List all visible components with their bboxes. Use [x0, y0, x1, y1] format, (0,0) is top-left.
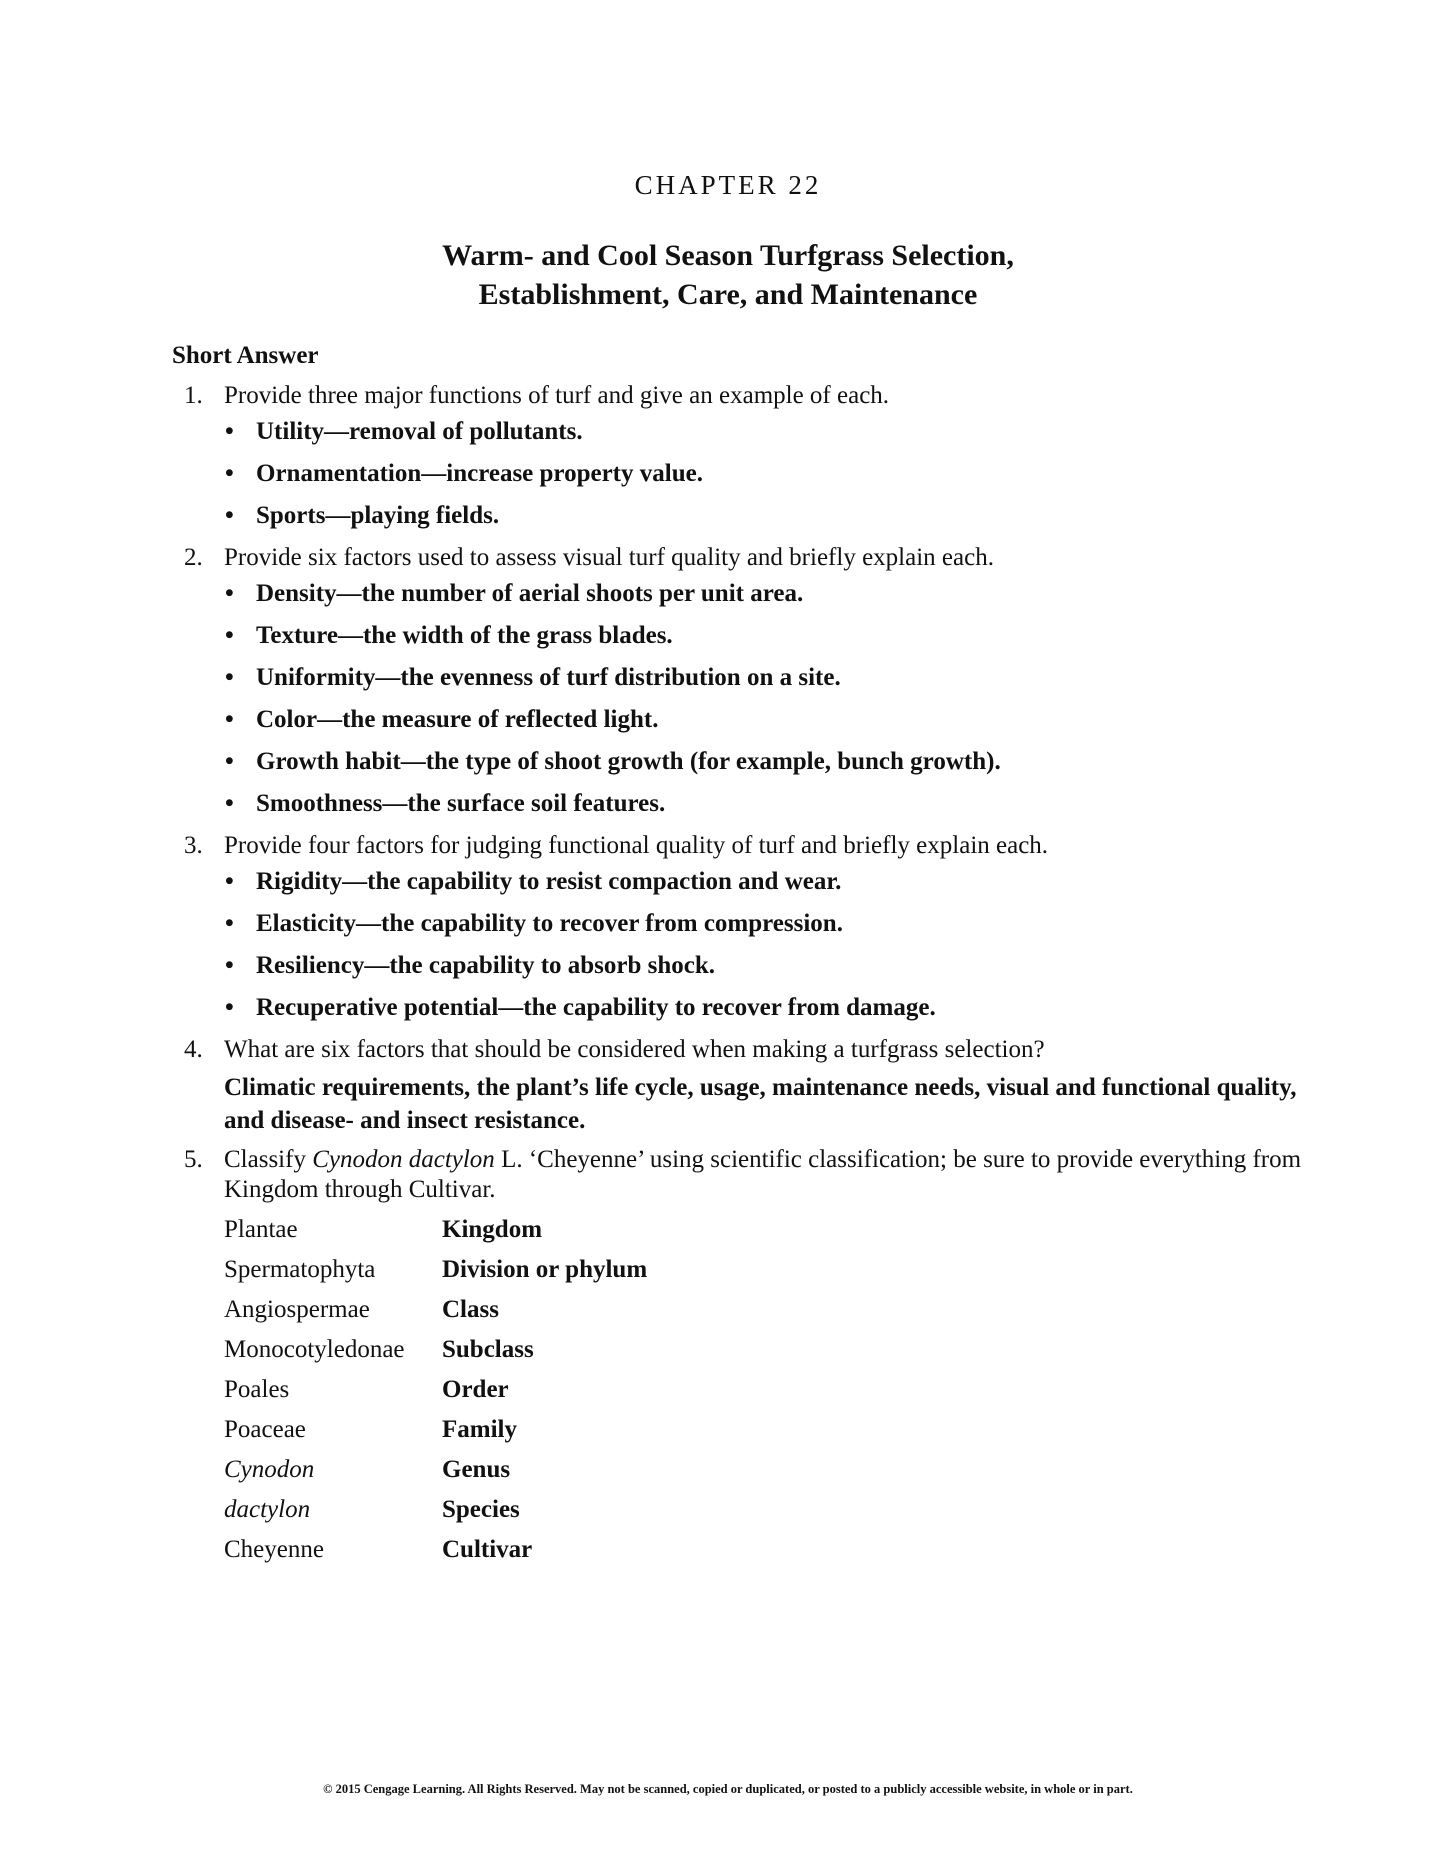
- question-text: Provide three major functions of turf and give an example of each.: [224, 382, 890, 409]
- taxon-rank: Order: [442, 1376, 509, 1403]
- answer-item: • Utility—removal of pollutants.: [225, 418, 583, 445]
- answer-item: • Recuperative potential—the capability to recover from damage.: [225, 994, 936, 1021]
- bullet-icon: •: [225, 994, 234, 1021]
- taxon-name: Spermatophyta: [224, 1256, 376, 1283]
- species-name: Cynodon dactylon: [312, 1146, 495, 1173]
- question-number: 4.: [184, 1036, 203, 1063]
- taxon-rank: Cultivar: [442, 1536, 533, 1563]
- bullet-icon: •: [225, 664, 234, 691]
- question-4: [172, 1035, 1312, 1065]
- answer-paragraph: Climatic requirements, the plant’s life cycle, usage, maintenance needs, visual and functional quality, and disease- and insect resistance.: [224, 1074, 1297, 1134]
- answer-item: • Elasticity—the capability to recover from compression.: [225, 910, 843, 937]
- taxonomy-row: [224, 1535, 647, 1575]
- taxonomy-row: [224, 1375, 647, 1415]
- taxon-rank: Subclass: [442, 1336, 534, 1363]
- bullet-icon: •: [225, 502, 234, 529]
- taxon-name: Poales: [224, 1376, 290, 1403]
- answer-item: • Resiliency—the capability to absorb shock.: [225, 952, 716, 979]
- bullet-icon: •: [225, 952, 234, 979]
- taxonomy-row: [224, 1415, 647, 1455]
- taxon-rank: Family: [442, 1416, 517, 1443]
- answer-item: • Smoothness—the surface soil features.: [225, 790, 666, 817]
- question-3: [172, 831, 1312, 861]
- taxon-rank: Species: [442, 1496, 520, 1523]
- taxon-rank: Division or phylum: [442, 1256, 648, 1283]
- bullet-icon: •: [225, 748, 234, 775]
- taxon-rank: Class: [442, 1296, 499, 1323]
- question-number: 2.: [184, 544, 203, 571]
- taxonomy-row: [224, 1455, 647, 1495]
- taxonomy-row: [224, 1215, 647, 1255]
- taxonomy-table: [224, 1215, 647, 1575]
- chapter-label: CHAPTER 22: [634, 170, 822, 200]
- taxon-name: Angiospermae: [224, 1296, 370, 1323]
- bullet-icon: •: [225, 868, 234, 895]
- answer-item: • Ornamentation—increase property value.: [225, 460, 703, 487]
- answer-list-2: [172, 579, 1312, 819]
- bullet-icon: •: [225, 418, 234, 445]
- bullet-icon: •: [225, 790, 234, 817]
- question-number: 1.: [184, 382, 203, 409]
- question-2: [172, 543, 1312, 573]
- question-text: Provide four factors for judging functional quality of turf and briefly explain each.: [224, 832, 1049, 859]
- section-heading: Short Answer: [172, 342, 319, 369]
- taxon-name: Cynodon: [224, 1456, 315, 1483]
- taxon-name: Monocotyledonae: [224, 1336, 405, 1363]
- question-text: What are six factors that should be considered when making a turfgrass selection?: [224, 1036, 1045, 1063]
- answer-item: • Color—the measure of reflected light.: [225, 706, 659, 733]
- taxonomy-row: [224, 1255, 647, 1295]
- taxonomy-row: [224, 1295, 647, 1335]
- bullet-icon: •: [225, 706, 234, 733]
- short-answer-section: [172, 341, 1312, 1575]
- taxon-rank: Genus: [442, 1456, 511, 1483]
- taxon-name: Cheyenne: [224, 1536, 324, 1563]
- copyright-footer: © 2015 Cengage Learning. All Rights Reserved. May not be scanned, copied or duplicated, or posted to a publicly accessible website, in whole or in part.: [323, 1782, 1133, 1796]
- answer-item: • Uniformity—the evenness of turf distribution on a site.: [225, 664, 841, 691]
- taxonomy-row: [224, 1335, 647, 1375]
- question-number: 5.: [184, 1146, 203, 1173]
- question-5: [172, 1145, 1312, 1205]
- answer-list-3: [172, 867, 1312, 1023]
- answer-list-1: [172, 417, 1312, 531]
- answer-item: • Sports—playing fields.: [225, 502, 500, 529]
- answer-item: • Texture—the width of the grass blades.: [225, 622, 673, 649]
- taxon-rank: Kingdom: [442, 1216, 543, 1243]
- question-number: 3.: [184, 832, 203, 859]
- question-text: Provide six factors used to assess visual turf quality and briefly explain each.: [224, 544, 994, 571]
- chapter-title: [0, 236, 1456, 314]
- bullet-icon: •: [225, 622, 234, 649]
- chapter-title-line-1: Warm- and Cool Season Turfgrass Selection,: [442, 239, 1014, 272]
- answer-item: • Density—the number of aerial shoots per unit area.: [225, 580, 804, 607]
- bullet-icon: •: [225, 580, 234, 607]
- taxon-name: Poaceae: [224, 1416, 306, 1443]
- taxonomy-row: [224, 1495, 647, 1535]
- question-text: Classify Cynodon dactylon L. ‘Cheyenne’ using scientific classification; be sure to provide everything from Kingdom through Cultivar.: [224, 1146, 1302, 1203]
- bullet-icon: •: [225, 910, 234, 937]
- answer-item: • Growth habit—the type of shoot growth (for example, bunch growth).: [225, 748, 1001, 775]
- answer-item: • Rigidity—the capability to resist compaction and wear.: [225, 868, 842, 895]
- question-1: [172, 381, 1312, 411]
- taxon-name: Plantae: [224, 1216, 298, 1243]
- chapter-title-line-2: Establishment, Care, and Maintenance: [478, 278, 978, 311]
- taxon-name: dactylon: [224, 1496, 311, 1523]
- bullet-icon: •: [225, 460, 234, 487]
